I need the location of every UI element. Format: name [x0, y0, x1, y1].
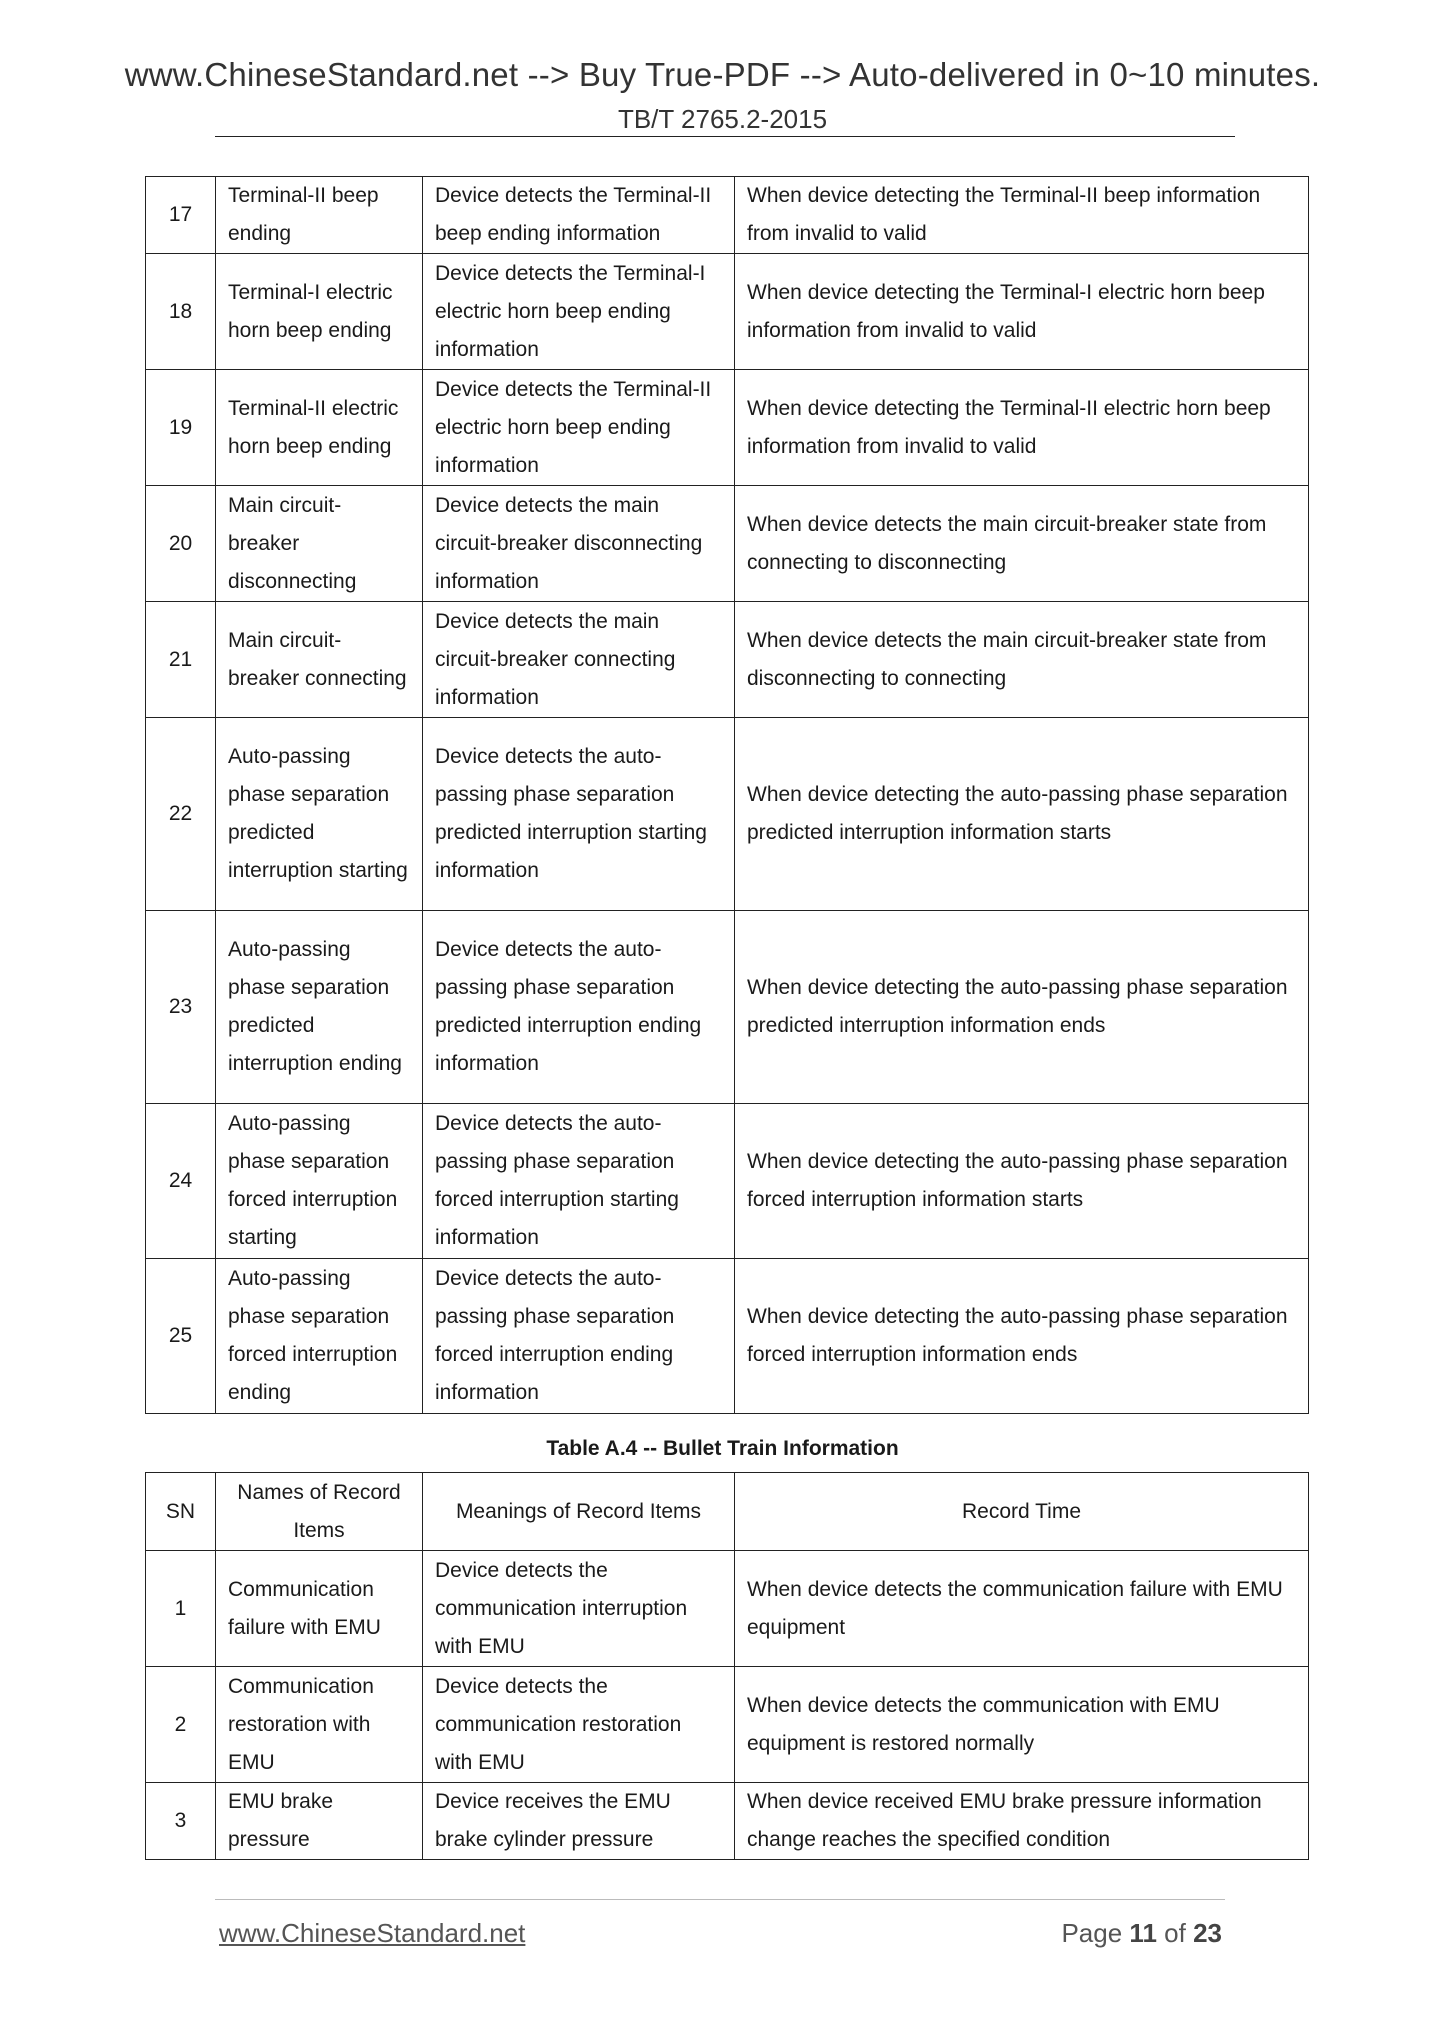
footer-website-link[interactable]: www.ChineseStandard.net: [219, 1918, 526, 1948]
standard-number: TB/T 2765.2-2015: [617, 104, 828, 134]
cell-record-meaning: Device detects the auto-passing phase separation forced interruption ending information: [423, 1259, 735, 1414]
cell-record-meaning: Device detects the Terminal-II electric horn beep ending information: [423, 370, 735, 486]
cell-record-name: Terminal-I electric horn beep ending: [216, 254, 423, 370]
cell-record-meaning: Device detects the communication restoration with EMU: [423, 1667, 735, 1783]
cell-sn: 24: [146, 1104, 216, 1259]
cell-record-meaning: Device detects the main circuit-breaker connecting information: [423, 602, 735, 718]
cell-record-name: Auto-passing phase separation forced interruption starting: [216, 1104, 423, 1259]
table-row: [146, 370, 1309, 486]
cell-record-name: Auto-passing phase separation predicted interruption ending: [216, 911, 423, 1104]
footer-divider: [215, 1899, 1225, 1900]
page-prefix: Page: [1061, 1918, 1123, 1948]
cell-sn: 20: [146, 486, 216, 602]
cell-record-meaning: Device detects the Terminal-I electric horn beep ending information: [423, 254, 735, 370]
cell-sn: 19: [146, 370, 216, 486]
cell-record-time: When device detects the communication failure with EMU equipment: [735, 1551, 1309, 1667]
table-row: [146, 177, 1309, 254]
table-row: [146, 602, 1309, 718]
page-total: 23: [1193, 1918, 1222, 1948]
cell-record-meaning: Device receives the EMU brake cylinder pressure: [423, 1783, 735, 1860]
header-record-time: Record Time: [735, 1473, 1309, 1551]
cell-sn: 1: [146, 1551, 216, 1667]
cell-record-name: Auto-passing phase separation forced interruption ending: [216, 1259, 423, 1414]
cell-record-time: When device detecting the auto-passing phase separation forced interruption information starts: [735, 1104, 1309, 1259]
table-row: [146, 1783, 1309, 1860]
cell-record-time: When device detecting the auto-passing phase separation predicted interruption information starts: [735, 718, 1309, 911]
table-row: [146, 1667, 1309, 1783]
cell-sn: 18: [146, 254, 216, 370]
page-number: [1061, 1918, 1222, 1949]
header-banner: www.ChineseStandard.net --> Buy True-PDF --> Auto-delivered in 0~10 minutes.: [124, 56, 1321, 93]
cell-record-meaning: Device detects the auto-passing phase separation forced interruption starting information: [423, 1104, 735, 1259]
cell-record-time: When device detecting the Terminal-II electric horn beep information from invalid to valid: [735, 370, 1309, 486]
cell-record-name: Main circuit-breaker connecting: [216, 602, 423, 718]
table-row: [146, 1259, 1309, 1414]
cell-record-time: When device detecting the Terminal-I electric horn beep information from invalid to valid: [735, 254, 1309, 370]
cell-sn: 21: [146, 602, 216, 718]
cell-record-name: Main circuit-breaker disconnecting: [216, 486, 423, 602]
cell-record-meaning: Device detects the communication interruption with EMU: [423, 1551, 735, 1667]
cell-record-time: When device detecting the auto-passing phase separation forced interruption information ends: [735, 1259, 1309, 1414]
cell-record-time: When device detects the communication with EMU equipment is restored normally: [735, 1667, 1309, 1783]
page-of: of: [1164, 1918, 1186, 1948]
cell-record-name: Auto-passing phase separation predicted interruption starting: [216, 718, 423, 911]
cell-record-time: When device received EMU brake pressure information change reaches the specified condition: [735, 1783, 1309, 1860]
table-a3-continued: [145, 176, 1309, 1414]
cell-record-time: When device detects the main circuit-breaker state from connecting to disconnecting: [735, 486, 1309, 602]
cell-record-name: Terminal-II beep ending: [216, 177, 423, 254]
cell-record-time: When device detecting the Terminal-II beep information from invalid to valid: [735, 177, 1309, 254]
header-divider: [215, 136, 1235, 137]
cell-record-name: Terminal-II electric horn beep ending: [216, 370, 423, 486]
cell-record-name: Communication failure with EMU: [216, 1551, 423, 1667]
table-row: [146, 911, 1309, 1104]
cell-record-meaning: Device detects the auto-passing phase separation predicted interruption ending information: [423, 911, 735, 1104]
header-record-meaning: Meanings of Record Items: [423, 1473, 735, 1551]
page-current: 11: [1129, 1918, 1157, 1948]
table-row: [146, 486, 1309, 602]
table-row: [146, 254, 1309, 370]
cell-record-time: When device detecting the auto-passing phase separation predicted interruption information ends: [735, 911, 1309, 1104]
table-row: [146, 718, 1309, 911]
cell-sn: 2: [146, 1667, 216, 1783]
table-header-row: [146, 1473, 1309, 1551]
cell-sn: 25: [146, 1259, 216, 1414]
cell-sn: 22: [146, 718, 216, 911]
cell-record-time: When device detects the main circuit-breaker state from disconnecting to connecting: [735, 602, 1309, 718]
header-record-name: Names of Record Items: [216, 1473, 423, 1551]
cell-record-name: EMU brake pressure: [216, 1783, 423, 1860]
cell-record-meaning: Device detects the main circuit-breaker disconnecting information: [423, 486, 735, 602]
header-sn: SN: [146, 1473, 216, 1551]
cell-record-meaning: Device detects the auto-passing phase separation predicted interruption starting information: [423, 718, 735, 911]
cell-record-name: Communication restoration with EMU: [216, 1667, 423, 1783]
table-row: [146, 1104, 1309, 1259]
cell-sn: 3: [146, 1783, 216, 1860]
cell-sn: 23: [146, 911, 216, 1104]
table-a4: [145, 1472, 1309, 1860]
cell-record-meaning: Device detects the Terminal-II beep ending information: [423, 177, 735, 254]
table-row: [146, 1551, 1309, 1667]
cell-sn: 17: [146, 177, 216, 254]
table-a4-caption: Table A.4 -- Bullet Train Information: [546, 1437, 899, 1460]
